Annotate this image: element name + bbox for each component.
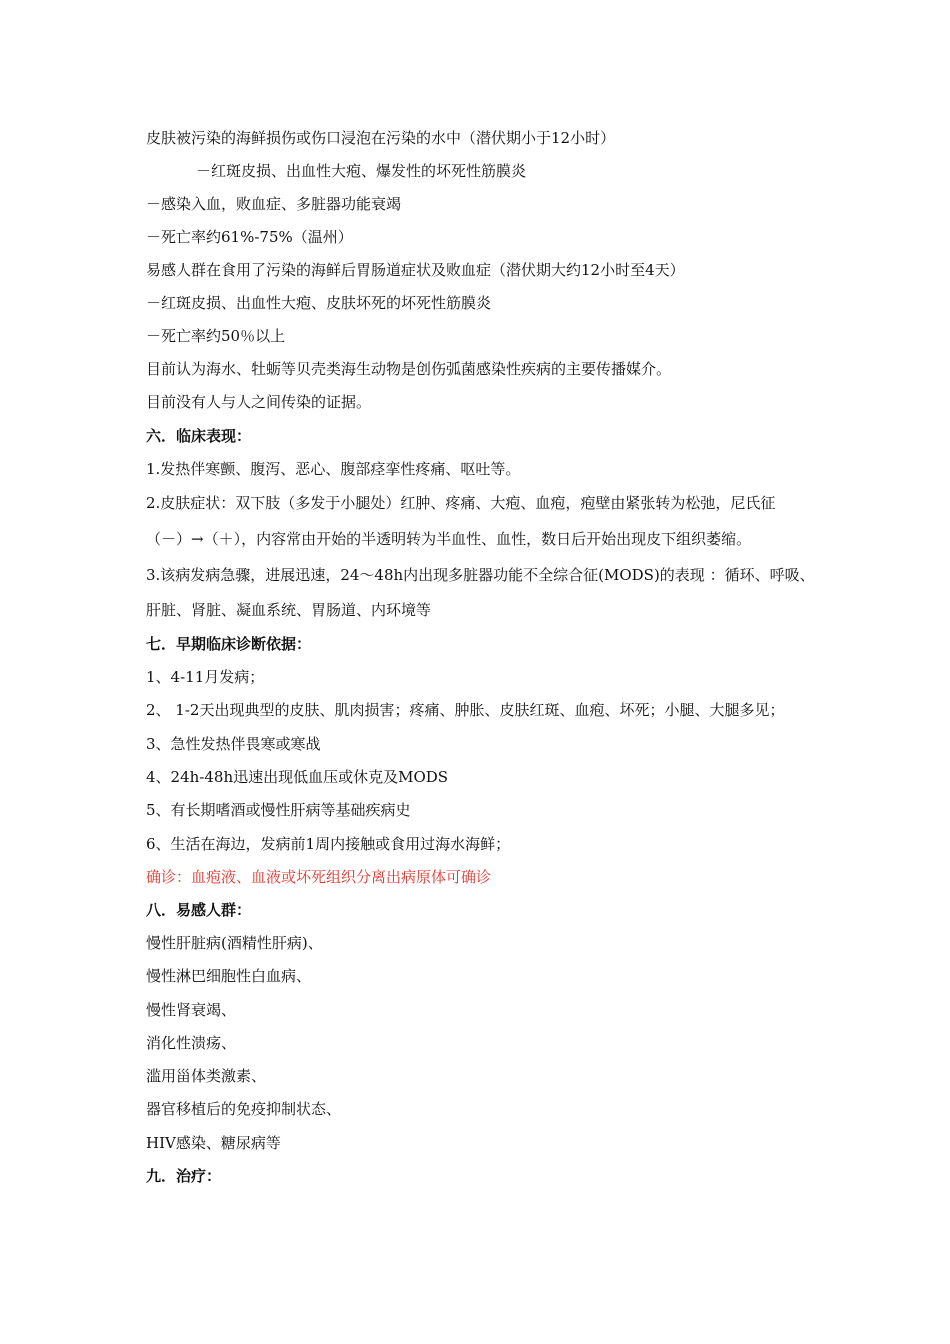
list-item: 6、生活在海边，发病前1周内接触或食用过海水海鲜； bbox=[146, 835, 511, 853]
section-heading: 六．临床表现： bbox=[146, 427, 252, 445]
text-line: －红斑皮损、出血性大疱、皮肤坏死的坏死性筋膜炎 bbox=[146, 294, 492, 312]
text-line: －死亡率约61%-75%（温州） bbox=[146, 228, 353, 246]
section-heading: 九．治疗： bbox=[146, 1167, 222, 1185]
text-line: －感染入血，败血症、多脏器功能衰竭 bbox=[146, 195, 402, 213]
text-line: 皮肤被污染的海鲜损伤或伤口浸泡在污染的水中（潜伏期小于12小时） bbox=[146, 129, 616, 147]
section-heading: 八．易感人群： bbox=[146, 901, 252, 919]
text-line: （－）→（＋），内容常由开始的半透明转为半血性、血性，数日后开始出现皮下组织萎缩。 bbox=[146, 530, 752, 548]
text-line: 目前认为海水、牡蛎等贝壳类海生动物是创伤弧菌感染性疾病的主要传播媒介。 bbox=[146, 360, 672, 378]
text-line: 1.发热伴寒颤、腹泻、恶心、腹部痉挛性疼痛、呕吐等。 bbox=[146, 460, 521, 478]
section-heading: 七．早期临床诊断依据： bbox=[146, 635, 312, 653]
list-item: 消化性溃疡、 bbox=[146, 1034, 237, 1052]
text-line: 易感人群在食用了污染的海鲜后胃肠道症状及败血症（潜伏期大约12小时至4天） bbox=[146, 261, 685, 279]
text-line: －红斑皮损、出血性大疱、爆发性的坏死性筋膜炎 bbox=[196, 162, 527, 180]
list-item: 4、24h-48h迅速出现低血压或休克及MODS bbox=[146, 768, 449, 786]
text-line: 目前没有人与人之间传染的证据。 bbox=[146, 393, 372, 411]
list-item: 2、 1-2天出现典型的皮肤、肌肉损害；疼痛、肿胀、皮肤红斑、血疱、坏死；小腿、大腿多见； bbox=[146, 701, 785, 719]
list-item: 慢性肾衰竭、 bbox=[146, 1001, 237, 1019]
text-line: －死亡率约50％以上 bbox=[146, 327, 286, 345]
text-line: 2.皮肤症状：双下肢（多发于小腿处）红肿、疼痛、大疱、血疱，疱壁由紧张转为松弛，尼氏征 bbox=[146, 494, 776, 512]
text-line: 肝脏、肾脏、凝血系统、胃肠道、内环境等 bbox=[146, 601, 432, 619]
diagnosis-highlight: 确诊：血疱液、血液或坏死组织分离出病原体可确诊 bbox=[146, 868, 492, 886]
list-item: 慢性淋巴细胞性白血病、 bbox=[146, 967, 312, 985]
list-item: 1、4-11月发病； bbox=[146, 668, 265, 686]
text-line: 3.该病发病急骤，进展迅速，24～48h内出现多脏器功能不全综合征(MODS)的表现 ：循环、呼吸、 bbox=[146, 566, 815, 584]
list-item: 3、急性发热伴畏寒或寒战 bbox=[146, 735, 321, 753]
list-item: 器官移植后的免疫抑制状态、 bbox=[146, 1100, 342, 1118]
list-item: 慢性肝脏病(酒精性肝病)、 bbox=[146, 934, 323, 952]
list-item: HIV感染、糖尿病等 bbox=[146, 1134, 281, 1152]
list-item: 滥用甾体类激素、 bbox=[146, 1067, 267, 1085]
list-item: 5、有长期嗜酒或慢性肝病等基础疾病史 bbox=[146, 801, 411, 819]
